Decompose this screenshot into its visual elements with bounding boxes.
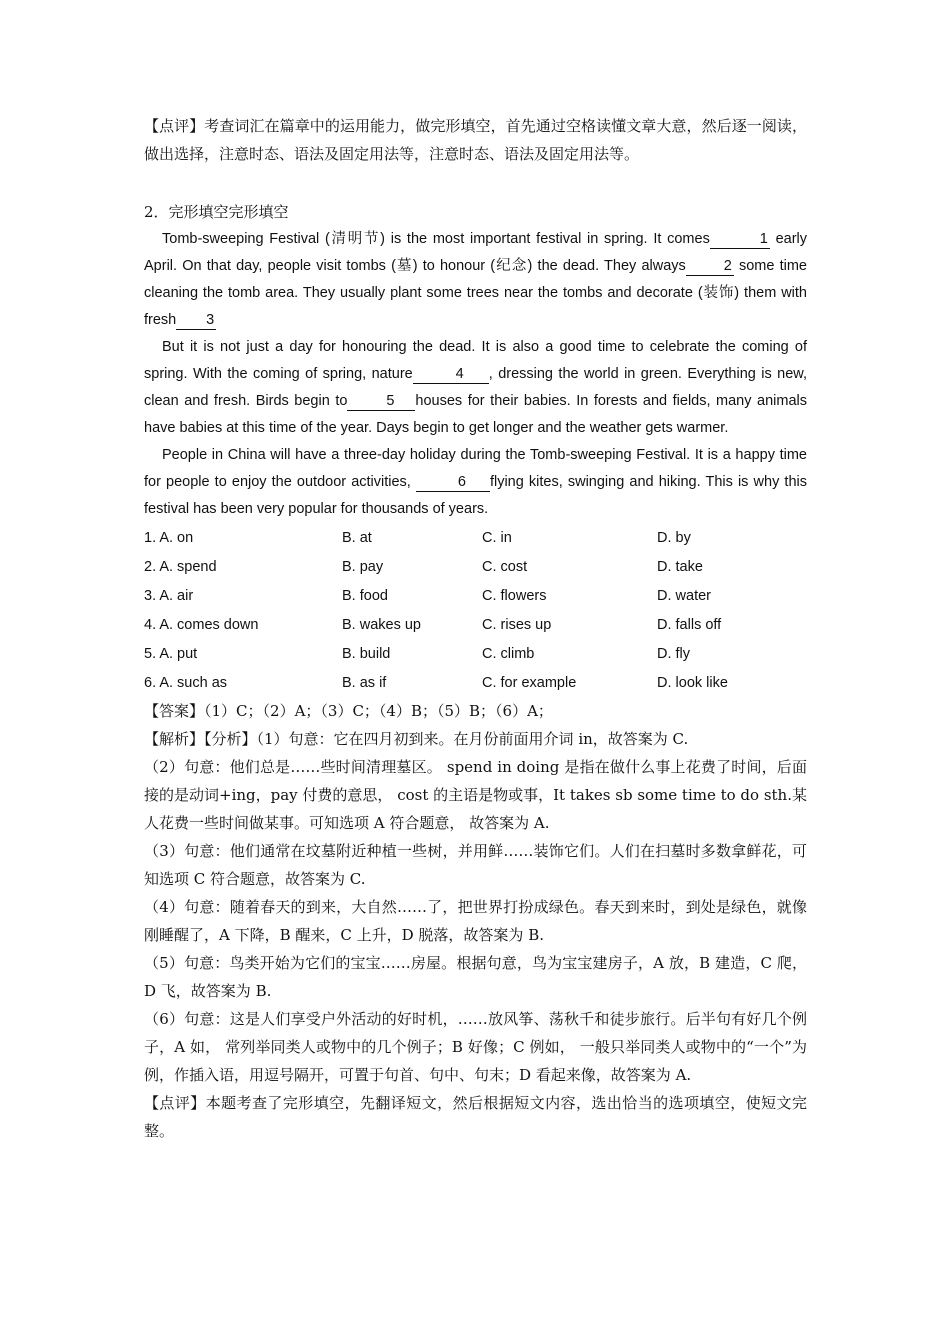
option-b: B. food — [342, 587, 388, 604]
passage-text: dressing the world in green. Everything is new, clean and fresh. Birds begin to — [144, 366, 807, 409]
review-paragraph-2: 【点评】本题考查了完形填空，先翻译短文，然后根据短文内容，选出恰当的选项填空，使短文完整。 — [144, 1094, 807, 1140]
document-page — [144, 112, 807, 1145]
option-b: B. as if — [342, 674, 387, 691]
passage-text: some time cleaning the tomb area. They usually plant some trees near the tombs and decorate (装饰) them with fresh — [144, 258, 807, 328]
blank-4: 4 — [413, 365, 489, 384]
option-c: C. rises up — [482, 616, 552, 633]
analysis-6: （6）句意：这是人们享受户外活动的好时机，……放风筝、荡秋千和徒步旅行。后半句有好几个例子，A 如， 常列举同类人或物中的几个例子；B 好像；C 例如， 一般只举同类人或物中的“一个”为例，作插入语，用逗号隔开，可置于句首、句中、句末；D 看起来像，故答案为 A. — [144, 1010, 807, 1084]
passage-paragraph-3 — [144, 442, 807, 523]
option-a: 3. A. air — [144, 587, 194, 604]
passage-text: flying kites, swinging and hiking. This is why this festival has been very popular for thousands of years. — [144, 474, 807, 517]
passage-paragraph-1 — [144, 226, 807, 334]
question-2-title: 2．完形填空完形填空 — [144, 203, 289, 221]
option-d: D. falls off — [657, 616, 722, 633]
analysis-4: （4）句意：随着春天的到来，大自然……了，把世界打扮成绿色。春天到来时，到处是绿色，就像刚睡醒了，A 下降，B 醒来，C 上升，D 脱落，故答案为 B. — [144, 898, 807, 944]
option-d: D. fly — [657, 645, 691, 662]
option-b: B. wakes up — [342, 616, 421, 633]
option-row-5 — [144, 639, 807, 668]
option-row-6 — [144, 668, 807, 697]
blank-2: 2 — [686, 257, 734, 276]
analysis-1: 【解析】【分析】（1）句意：它在四月初到来。在月份前面用介词 in，故答案为 C. — [144, 730, 689, 748]
passage-text: People in China will have a three-day holiday during the Tomb-sweeping Festival. It is a happy time for people to enjoy the outdoor activities, — [144, 447, 807, 490]
option-c: C. in — [482, 529, 512, 546]
answer-line: 【答案】（1）C；（2）A；（3）C；（4）B；（5）B；（6）A； — [144, 702, 553, 720]
option-a: 2. A. spend — [144, 558, 217, 575]
option-c: C. climb — [482, 645, 535, 662]
option-b: B. build — [342, 645, 391, 662]
blank-6: 6 — [416, 473, 490, 492]
analysis-5: （5）句意：鸟类开始为它们的宝宝……房屋。根据句意，鸟为宝宝建房子，A 放，B 建造，C 爬，D 飞，故答案为 B. — [144, 954, 807, 1000]
blank-5: 5 — [347, 392, 415, 411]
passage-text: But it is not just a day for honouring the dead. It is also a good time to celebrate the coming of spring. With the coming of spring, nature — [144, 339, 807, 382]
passage-text: houses for their babies. In forests and fields, many animals have babies at this time of the year. Days begin to get longer and the weather gets warmer. — [144, 393, 808, 436]
option-a: 1. A. on — [144, 529, 194, 546]
option-c: C. flowers — [482, 587, 547, 604]
option-d: D. look like — [657, 674, 728, 691]
option-row-3 — [144, 581, 807, 610]
option-a: 5. A. put — [144, 645, 198, 662]
option-row-2 — [144, 552, 807, 581]
analysis-3: （3）句意：他们通常在坟墓附近种植一些树，并用鲜……装饰它们。人们在扫墓时多数拿鲜花，可知选项 C 符合题意，故答案为 C. — [144, 842, 807, 888]
options-table — [144, 523, 807, 697]
blank-3: 3 — [176, 311, 216, 330]
option-row-1 — [144, 523, 807, 552]
blank-1: 1 — [710, 230, 770, 249]
option-c: C. cost — [482, 558, 528, 575]
passage-text: early April. On that day, people visit tombs (墓) to honour (纪念) the dead. They always — [144, 231, 808, 274]
option-c: C. for example — [482, 674, 577, 691]
passage-paragraph-2: But it is not just a day for honouring the dead. It is also a good time to celebrate the coming of spring. With the coming of spring, nature 4 , dressing the world in green. Everything is new, clean and fresh. Birds begin to 5 houses for their babies. In forests and fields, many animals have babies at this time of the year. Days begin to get longer and the weather gets warmer. — [144, 339, 808, 436]
option-a: 4. A. comes down — [144, 616, 259, 633]
review-paragraph-1: 【点评】考查词汇在篇章中的运用能力，做完形填空，首先通过空格读懂文章大意，然后逐一阅读，做出选择，注意时态、语法及固定用法等，注意时态、语法及固定用法等。 — [144, 117, 807, 163]
option-d: D. take — [657, 558, 703, 575]
option-row-4 — [144, 610, 807, 639]
analysis-2: （2）句意：他们总是……些时间清理墓区。 spend in doing 是指在做什么事上花费了时间，后面接的是动词+ing，pay 付费的意思， cost 的主语是物或事，It takes sb some time to do sth.某人花费一些时间做某事。可知选项 A 符合题意， 故答案为 A. — [144, 758, 807, 832]
option-d: D. by — [657, 529, 691, 546]
option-a: 6. A. such as — [144, 674, 228, 691]
option-d: D. water — [657, 587, 711, 604]
passage-text: Tomb-sweeping Festival (清明节) is the most important festival in spring. It comes — [162, 231, 710, 247]
option-b: B. at — [342, 529, 372, 546]
option-b: B. pay — [342, 558, 384, 575]
